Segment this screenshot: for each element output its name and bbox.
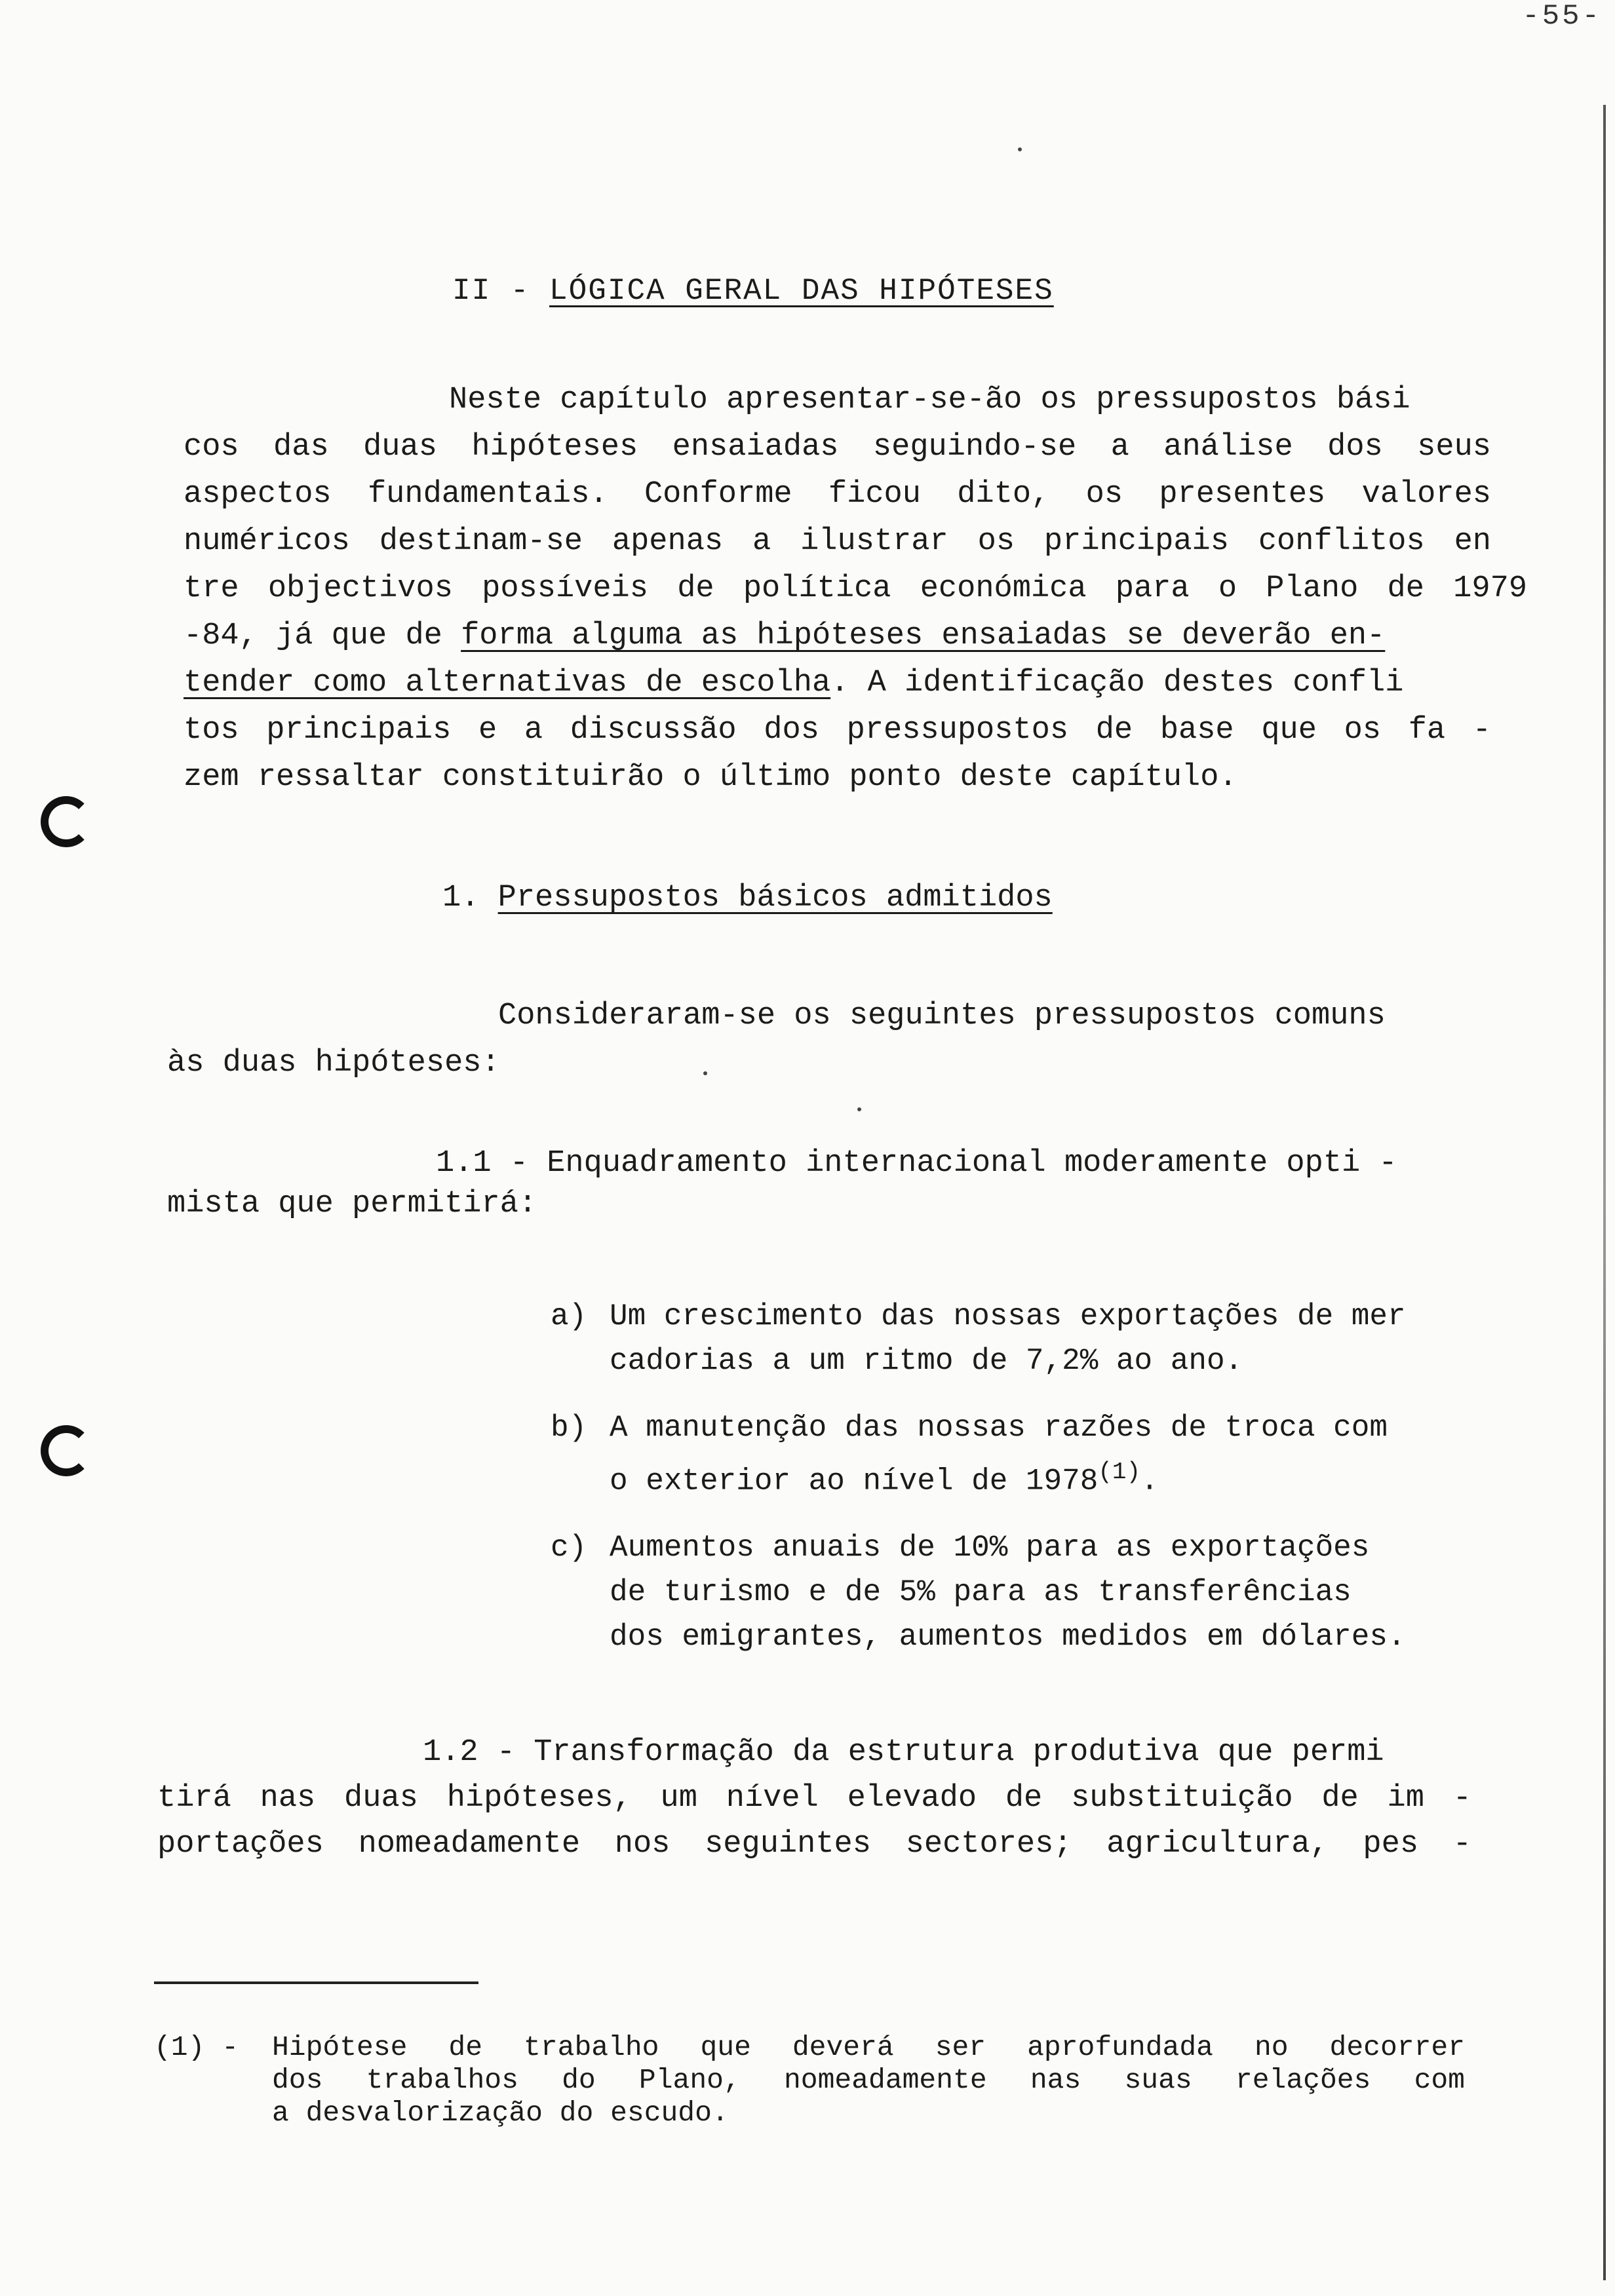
section-intro-paragraph: [167, 993, 1491, 1087]
text-line: cos das duas hipóteses ensaiadas seguindo-se a análise dos seus: [184, 430, 1491, 465]
punch-hole-icon: [41, 796, 92, 847]
footnote-ref: (1): [1098, 1459, 1141, 1485]
text-line: de turismo e de 5% para as transferências: [610, 1575, 1352, 1610]
text-line: dos trabalhos do Plano, nomeadamente nas suas relações com: [272, 2064, 1465, 2096]
footnote: [154, 2031, 1491, 2130]
text-line: mista que permitirá:: [167, 1187, 537, 1221]
text-fragment: -84, já que de: [184, 619, 461, 653]
text-fragment: o exterior ao nível de 1978: [610, 1464, 1099, 1499]
list-item-label: b): [551, 1411, 587, 1445]
punch-hole-icon: [41, 1425, 92, 1476]
section-heading: [442, 881, 1053, 915]
chapter-title-text: LÓGICA GERAL DAS HIPÓTESES: [549, 274, 1054, 308]
footnote-text: [154, 2031, 1491, 2130]
text-fragment: .: [1140, 1464, 1159, 1499]
text-line: [184, 660, 1491, 707]
subsection-1-2: [157, 1730, 1471, 1867]
text-line: Neste capítulo apresentar-se-ão os pressupostos bási: [449, 383, 1411, 417]
footnote-divider: [154, 1981, 478, 1984]
text-line: 1.1 - Enquadramento internacional moderamente opti -: [436, 1146, 1397, 1181]
section-title: Pressupostos básicos admitidos: [497, 881, 1053, 915]
text-line: [610, 1450, 1501, 1503]
list-item: [551, 1294, 1501, 1383]
text-line: portações nomeadamente nos seguintes sectores; agricultura, pes -: [157, 1827, 1471, 1862]
chapter-title: [452, 274, 1054, 308]
underlined-text: tender como alternativas de escolha: [184, 666, 831, 700]
section-number: 1.: [442, 881, 498, 915]
text-line: às duas hipóteses:: [167, 1046, 500, 1081]
chapter-prefix: II -: [452, 274, 550, 308]
text-line: Um crescimento das nossas exportações de mer: [610, 1299, 1406, 1333]
list-item-label: a): [551, 1299, 587, 1333]
text-line: dos emigrantes, aumentos medidos em dólares.: [610, 1620, 1406, 1655]
list-item: [551, 1406, 1501, 1503]
footnote-label: (1) -: [154, 2031, 239, 2063]
page-number: -55-: [1522, 0, 1602, 33]
underlined-text: forma alguma as hipóteses ensaiadas se deverão en-: [461, 619, 1386, 653]
list-item-label: c): [551, 1531, 587, 1565]
speck: [1018, 147, 1022, 151]
text-line: tirá nas duas hipóteses, um nível elevado de substituição de im -: [157, 1781, 1471, 1816]
text-line: numéricos destinam-se apenas a ilustrar os principais conflitos en: [184, 524, 1491, 559]
text-line: 1.2 - Transformação da estrutura produtiva que permi: [423, 1735, 1384, 1770]
text-line: Hipótese de trabalho que deverá ser aprofundada no decorrer: [272, 2031, 1465, 2063]
text-line: a desvalorização do escudo.: [272, 2097, 729, 2129]
subsection-1-1: [167, 1143, 1491, 1225]
text-line: A manutenção das nossas razões de troca com: [610, 1411, 1388, 1445]
page-edge-shadow: [1603, 105, 1606, 2280]
text-line: aspectos fundamentais. Conforme ficou dito, os presentes valores: [184, 477, 1491, 512]
speck: [857, 1107, 861, 1111]
text-line: Consideraram-se os seguintes pressupostos comuns: [498, 999, 1386, 1033]
text-fragment: . A identificação destes confli: [830, 666, 1404, 700]
assumption-list: [551, 1294, 1501, 1681]
list-item: [551, 1525, 1501, 1659]
text-line: tre objectivos possíveis de política económica para o Plano de 1979: [184, 571, 1527, 606]
text-line: Aumentos anuais de 10% para as exportações: [610, 1531, 1370, 1565]
intro-paragraph: [184, 377, 1527, 801]
text-line: tos principais e a discussão dos pressupostos de base que os fa -: [184, 713, 1491, 748]
text-line: cadorias a um ritmo de 7,2% ao ano.: [610, 1344, 1243, 1378]
text-line: [184, 613, 1491, 660]
text-line: zem ressaltar constituirão o último ponto deste capítulo.: [184, 760, 1237, 795]
